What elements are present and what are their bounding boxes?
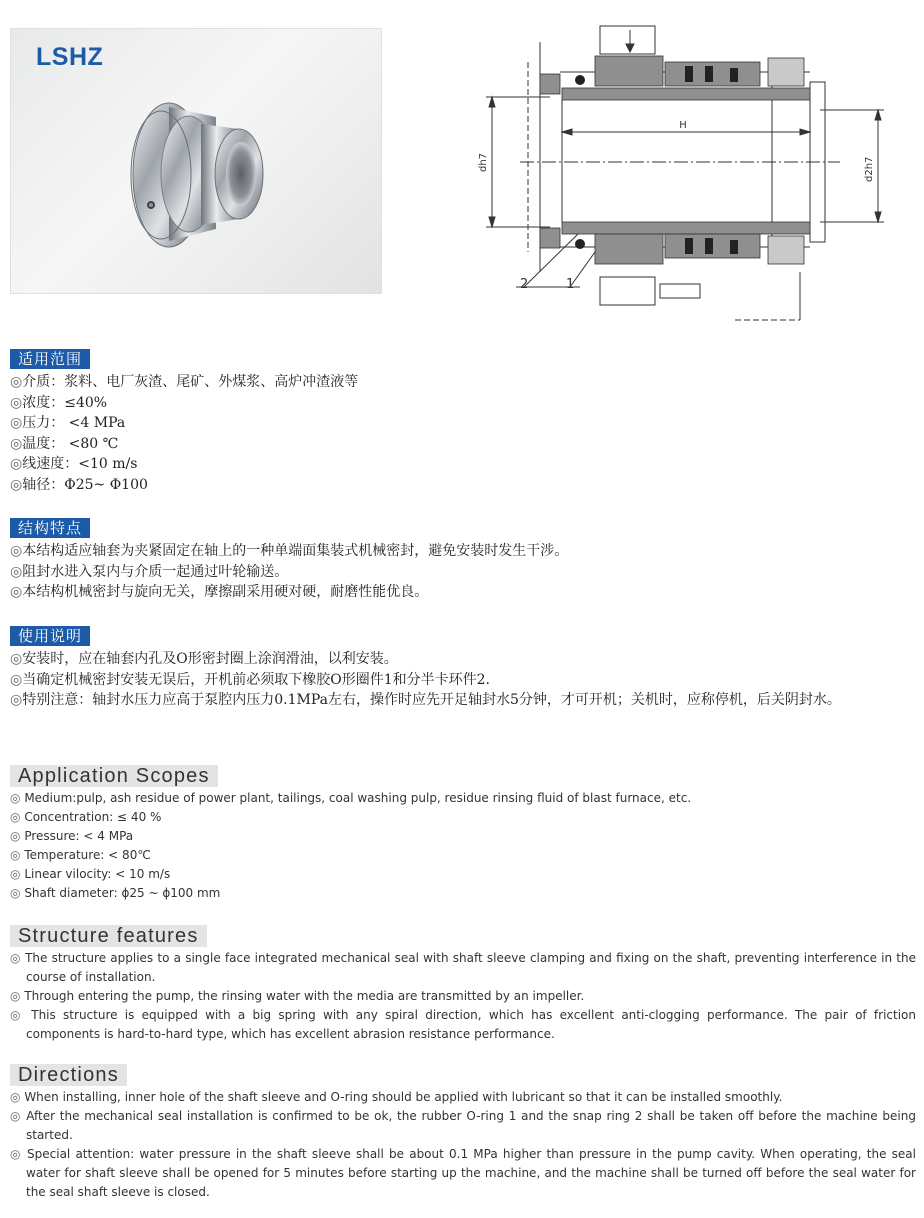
cn-directions-heading: 使用说明 — [10, 626, 90, 646]
en-scope-list — [10, 789, 916, 903]
list-item: ◎介质：浆料、电厂灰渣、尾矿、外煤浆、高炉冲渣液等 — [10, 374, 359, 390]
cn-directions-list — [10, 649, 920, 711]
cn-scope-list — [10, 372, 920, 495]
mechanical-seal-image — [11, 29, 383, 295]
list-item: ◎ Shaft diameter: ϕ25 ~ ϕ100 mm — [10, 886, 221, 900]
en-directions-list — [10, 1088, 916, 1202]
list-item: ◎ The structure applies to a single face integrated mechanical seal with shaft sleeve clamping and fixing on the shaft, preventing interference in the course of installation. — [10, 951, 916, 984]
cn-scope-heading: 适用范围 — [10, 349, 90, 369]
list-item: ◎线速度：<10 m/s — [10, 456, 138, 472]
list-item: ◎ This structure is equipped with a big spring with any spiral direction, which has excellent anti-clogging performance. The pair of friction components is hard-to-hard type, which has excellent abrasion resistance performance. — [10, 1008, 916, 1041]
list-item: ◎ When installing, inner hole of the shaft sleeve and O-ring should be applied with lubricant so that it can be installed smoothly. — [10, 1090, 783, 1104]
list-item: ◎ Pressure: < 4 MPa — [10, 829, 134, 843]
list-item: ◎轴径：Φ25~ Φ100 — [10, 476, 148, 493]
en-structure-list — [10, 949, 916, 1044]
list-item: ◎温度： <80 ℃ — [10, 435, 119, 452]
list-item: ◎当确定机械密封安装无误后，开机前必须取下橡胶O形圈件1和分半卡环件2. — [10, 671, 490, 688]
list-item: ◎特别注意：轴封水压力应高于泵腔内压力0.1MPa左右，操作时应先开足轴封水5分钟，才可开机；关机时，应称停机，后关阴封水。 — [10, 692, 841, 708]
cross-section-drawing — [480, 22, 900, 327]
en-scope-heading: Application Scopes — [10, 765, 218, 787]
list-item: ◎ Through entering the pump, the rinsing water with the media are transmitted by an impeller. — [10, 989, 585, 1003]
part-1-label: 1 — [566, 277, 575, 292]
list-item: ◎ Temperature: < 80℃ — [10, 848, 151, 862]
dim-dh7-label: dh7 — [478, 152, 489, 172]
list-item: ◎ Medium:pulp, ash residue of power plant, tailings, coal washing pulp, residue rinsing fluid of blast furnace, etc. — [10, 791, 692, 805]
en-structure-heading: Structure features — [10, 925, 207, 947]
list-item: ◎本结构适应轴套为夹紧固定在轴上的一种单端面集装式机械密封，避免安装时发生干涉。 — [10, 543, 569, 559]
list-item: ◎阻封水进入泵内与介质一起通过叶轮输送。 — [10, 563, 289, 580]
product-photo — [10, 28, 382, 294]
list-item: ◎ Special attention: water pressure in the shaft sleeve shall be about 0.1 MPa higher than pressure in the pump cavity. When operating, the seal water for shaft sleeve shall be opened for 5 minutes before starting up the machine, and the machine shall be turned off before the seal water for the seal shaft sleeve is closed. — [10, 1147, 916, 1199]
model-title: LSHZ — [36, 43, 104, 71]
en-directions-heading: Directions — [10, 1064, 127, 1086]
list-item: ◎ Concentration: ≤ 40 % — [10, 810, 162, 824]
cn-structure-list — [10, 541, 920, 603]
list-item: ◎浓度：≤40% — [10, 394, 108, 411]
list-item: ◎本结构机械密封与旋向无关，摩擦副采用硬对硬，耐磨性能优良。 — [10, 584, 429, 600]
dim-H-label: H — [679, 120, 687, 131]
list-item: ◎压力： <4 MPa — [10, 415, 126, 431]
part-2-label: 2 — [520, 277, 529, 292]
cn-structure-heading: 结构特点 — [10, 518, 90, 538]
dim-d2h7-label: d2h7 — [864, 156, 875, 182]
list-item: ◎ After the mechanical seal installation is confirmed to be ok, the rubber O-ring 1 and the snap ring 2 shall be taken off before the machine being started. — [10, 1109, 916, 1142]
list-item: ◎ Linear vilocity: < 10 m/s — [10, 867, 171, 881]
list-item: ◎安装时，应在轴套内孔及O形密封圈上涂润滑油，以利安装。 — [10, 651, 398, 667]
